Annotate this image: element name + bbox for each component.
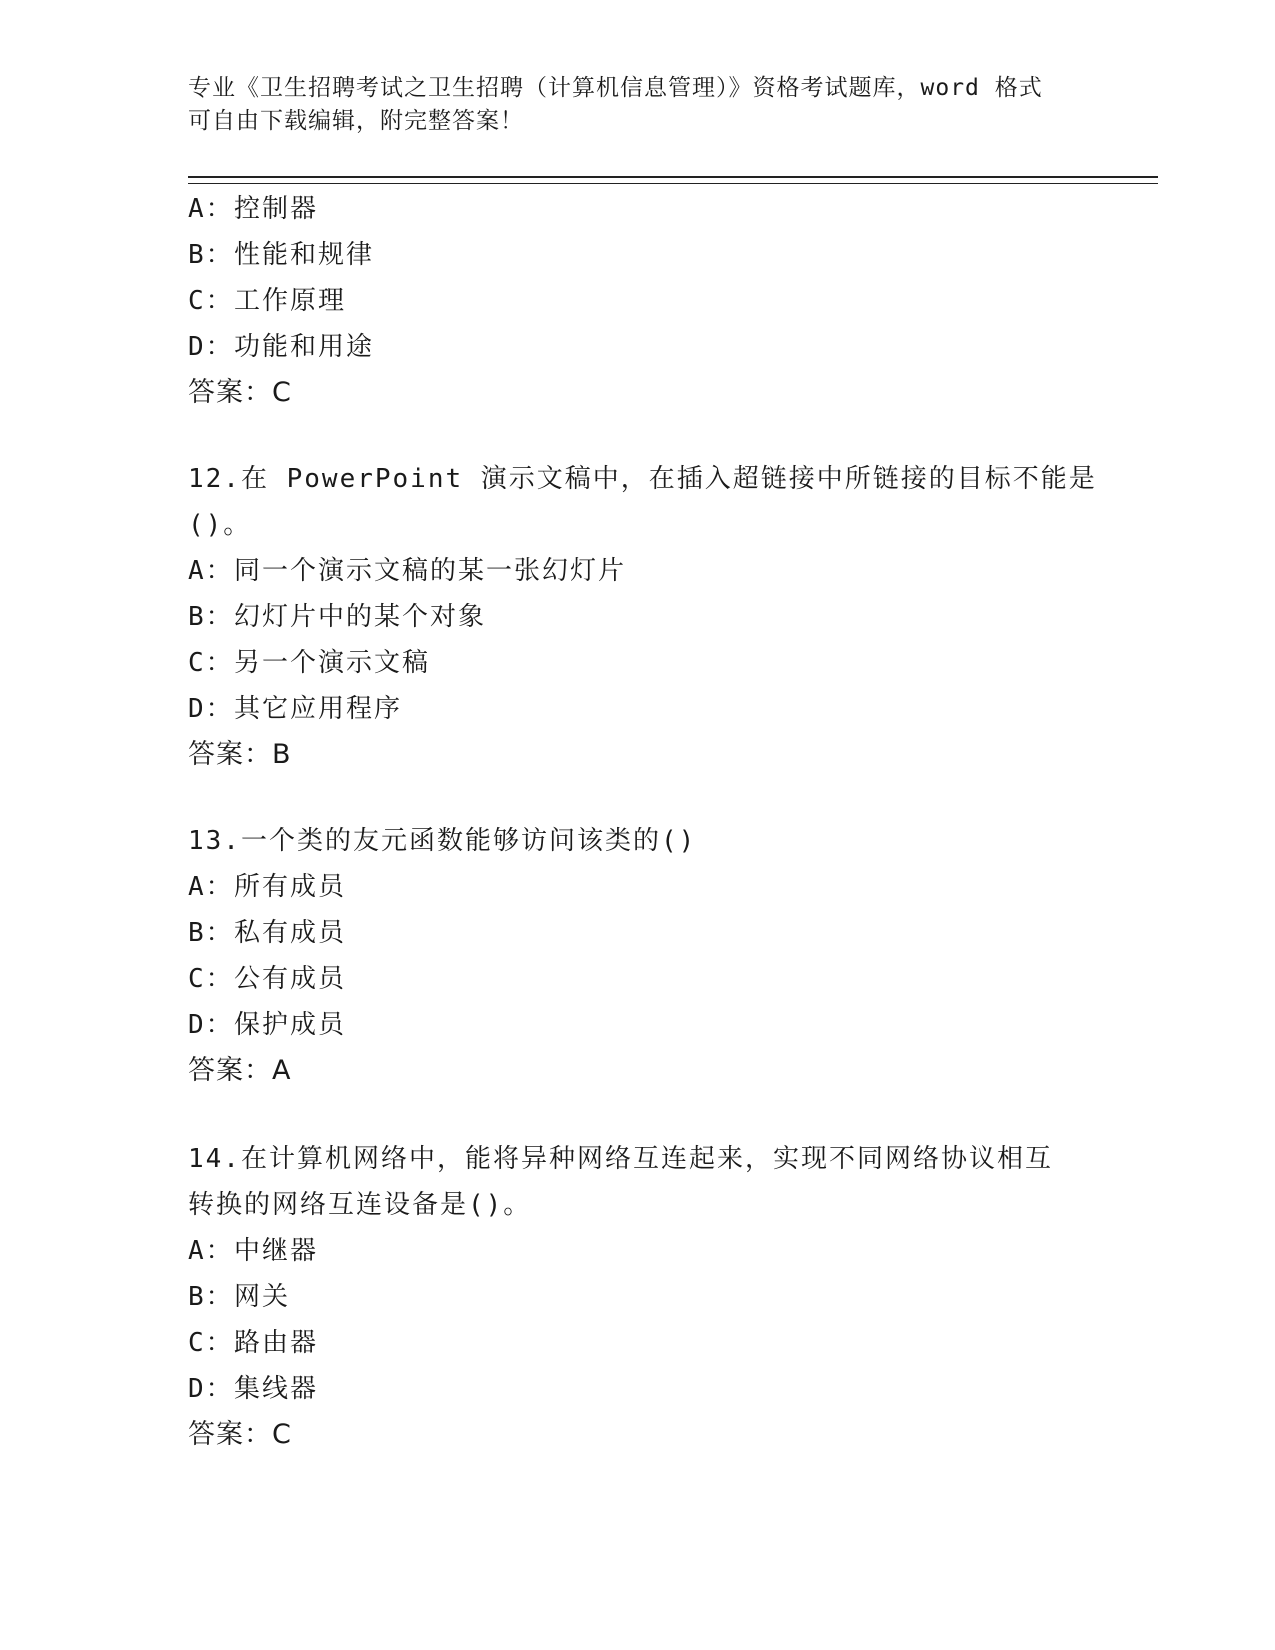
option-c: C：公有成员 xyxy=(188,964,347,994)
answer-line: 答案：A xyxy=(188,1055,292,1086)
answer-line: 答案：B xyxy=(188,739,292,770)
question-11-block xyxy=(188,186,1088,416)
question-stem-line-2: ()。 xyxy=(188,510,252,540)
option-b: B：私有成员 xyxy=(188,918,347,948)
header-divider-thin xyxy=(188,183,1158,184)
option-d: D：功能和用途 xyxy=(188,332,375,362)
question-12-block xyxy=(188,456,1097,778)
option-c: C：路由器 xyxy=(188,1328,319,1358)
option-d: D：保护成员 xyxy=(188,1010,347,1040)
option-b: B：网关 xyxy=(188,1282,291,1312)
header-title-line-1: 专业《卫生招聘考试之卫生招聘（计算机信息管理）》资格考试题库，word 格式 xyxy=(188,75,1043,101)
option-a: A：同一个演示文稿的某一张幻灯片 xyxy=(188,556,627,586)
header-divider-thick xyxy=(188,176,1158,178)
option-a: A：中继器 xyxy=(188,1236,319,1266)
question-14-block xyxy=(188,1136,1088,1458)
document-header xyxy=(188,72,1088,138)
question-stem-line-2: 转换的网络互连设备是()。 xyxy=(188,1190,532,1220)
option-c: C：另一个演示文稿 xyxy=(188,648,431,678)
answer-line: 答案：C xyxy=(188,377,292,408)
option-c: C：工作原理 xyxy=(188,286,347,316)
option-a: A：所有成员 xyxy=(188,872,347,902)
option-b: B：幻灯片中的某个对象 xyxy=(188,602,487,632)
answer-line: 答案：C xyxy=(188,1419,292,1450)
question-stem-line-1: 12.在 PowerPoint 演示文稿中，在插入超链接中所链接的目标不能是 xyxy=(188,464,1097,494)
option-a: A：控制器 xyxy=(188,194,319,224)
option-d: D：集线器 xyxy=(188,1374,319,1404)
option-d: D：其它应用程序 xyxy=(188,694,403,724)
header-title-line-2: 可自由下载编辑，附完整答案！ xyxy=(188,108,524,134)
option-b: B：性能和规律 xyxy=(188,240,375,270)
question-stem-line-1: 14.在计算机网络中，能将异种网络互连起来，实现不同网络协议相互 xyxy=(188,1144,1053,1174)
question-13-block xyxy=(188,818,1088,1094)
question-stem-line-1: 13.一个类的友元函数能够访问该类的() xyxy=(188,826,697,856)
